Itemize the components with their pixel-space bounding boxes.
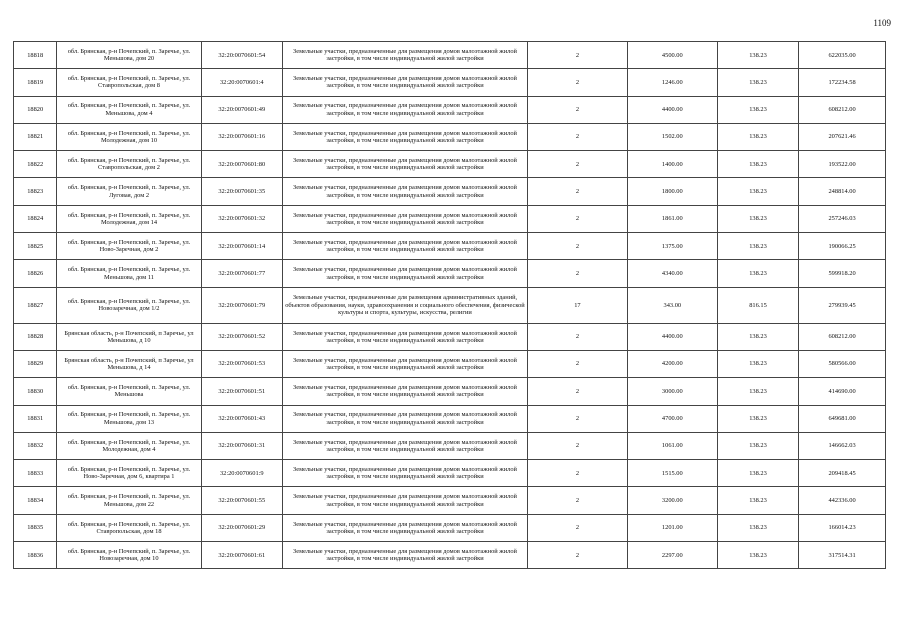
row-number: 18828 xyxy=(14,323,57,350)
group-cell: 2 xyxy=(528,96,628,123)
land-use-cell: Земельные участки, предназначенные для размещения домов малоэтажной жилой застройки, в том числе индивидуальной жилой застройки xyxy=(282,96,527,123)
rate-cell: 138.23 xyxy=(717,378,798,405)
group-cell: 2 xyxy=(528,432,628,459)
row-number: 18827 xyxy=(14,287,57,323)
row-number: 18825 xyxy=(14,233,57,260)
table-row xyxy=(14,514,886,541)
cadastral-number-cell: 32:20:0070601:52 xyxy=(201,323,282,350)
group-cell: 2 xyxy=(528,487,628,514)
table-row xyxy=(14,542,886,569)
cadastral-value-cell: 146662.03 xyxy=(799,432,886,459)
address-cell: обл. Брянская, р-н Почепский, п. Заречье, ул. Ново-Заречная, дом 6, квартира 1 xyxy=(57,460,201,487)
cadastral-value-table xyxy=(13,41,886,569)
cadastral-value-cell: 608212.00 xyxy=(799,96,886,123)
row-number: 18836 xyxy=(14,542,57,569)
table-row xyxy=(14,69,886,96)
cadastral-number-cell: 32:20:0070601:29 xyxy=(201,514,282,541)
cadastral-value-cell: 248814.00 xyxy=(799,178,886,205)
row-number: 18822 xyxy=(14,151,57,178)
group-cell: 2 xyxy=(528,323,628,350)
table-row xyxy=(14,260,886,287)
cadastral-number-cell: 32:20:0070601:80 xyxy=(201,151,282,178)
table-row xyxy=(14,460,886,487)
cadastral-value-cell: 599918.20 xyxy=(799,260,886,287)
group-cell: 2 xyxy=(528,405,628,432)
land-use-cell: Земельные участки, предназначенные для размещения домов малоэтажной жилой застройки, в том числе индивидуальной жилой застройки xyxy=(282,542,527,569)
rate-cell: 138.23 xyxy=(717,350,798,377)
cadastral-value-cell: 207621.46 xyxy=(799,123,886,150)
rate-cell: 138.23 xyxy=(717,123,798,150)
table-row xyxy=(14,323,886,350)
address-cell: обл. Брянская, р-н Почепский, п. Заречье, ул. Меньшова, дом 20 xyxy=(57,42,201,69)
rate-cell: 138.23 xyxy=(717,432,798,459)
cadastral-value-cell: 622035.00 xyxy=(799,42,886,69)
land-use-cell: Земельные участки, предназначенные для размещения домов малоэтажной жилой застройки, в том числе индивидуальной жилой застройки xyxy=(282,205,527,232)
rate-cell: 138.23 xyxy=(717,542,798,569)
group-cell: 2 xyxy=(528,460,628,487)
area-cell: 2297.00 xyxy=(627,542,717,569)
cadastral-number-cell: 32:20:0070601:53 xyxy=(201,350,282,377)
cadastral-number-cell: 32:20:0070601:79 xyxy=(201,287,282,323)
cadastral-number-cell: 32:20:0070601:61 xyxy=(201,542,282,569)
cadastral-number-cell: 32:20:0070601:51 xyxy=(201,378,282,405)
land-use-cell: Земельные участки, предназначенные для размещения домов малоэтажной жилой застройки, в том числе индивидуальной жилой застройки xyxy=(282,123,527,150)
cadastral-number-cell: 32:20:0070601:4 xyxy=(201,69,282,96)
rate-cell: 138.23 xyxy=(717,205,798,232)
rate-cell: 138.23 xyxy=(717,460,798,487)
address-cell: обл. Брянская, р-н Почепский, п. Заречье, ул. Молодежная, дом 10 xyxy=(57,123,201,150)
area-cell: 1246.00 xyxy=(627,69,717,96)
cadastral-number-cell: 32:20:0070601:9 xyxy=(201,460,282,487)
rate-cell: 816.15 xyxy=(717,287,798,323)
group-cell: 2 xyxy=(528,151,628,178)
row-number: 18819 xyxy=(14,69,57,96)
cadastral-value-cell: 608212.00 xyxy=(799,323,886,350)
address-cell: Брянская область, р-н Почепский, п Заречье, ул Меньшова, д 10 xyxy=(57,323,201,350)
land-use-cell: Земельные участки, предназначенные для размещения домов малоэтажной жилой застройки, в том числе индивидуальной жилой застройки xyxy=(282,42,527,69)
group-cell: 17 xyxy=(528,287,628,323)
address-cell: обл. Брянская, р-н Почепский, п. Заречье, ул. Новозаречная, дом 10 xyxy=(57,542,201,569)
group-cell: 2 xyxy=(528,378,628,405)
row-number: 18820 xyxy=(14,96,57,123)
table-row xyxy=(14,123,886,150)
land-use-cell: Земельные участки, предназначенные для размещения домов малоэтажной жилой застройки, в том числе индивидуальной жилой застройки xyxy=(282,151,527,178)
land-use-cell: Земельные участки, предназначенные для размещения домов малоэтажной жилой застройки, в том числе индивидуальной жилой застройки xyxy=(282,460,527,487)
rate-cell: 138.23 xyxy=(717,405,798,432)
cadastral-value-cell: 414690.00 xyxy=(799,378,886,405)
cadastral-value-cell: 317514.31 xyxy=(799,542,886,569)
table-row xyxy=(14,178,886,205)
cadastral-number-cell: 32:20:0070601:49 xyxy=(201,96,282,123)
row-number: 18823 xyxy=(14,178,57,205)
address-cell: обл. Брянская, р-н Почепский, п. Заречье, ул. Молодежная, дом 14 xyxy=(57,205,201,232)
group-cell: 2 xyxy=(528,69,628,96)
cadastral-number-cell: 32:20:0070601:31 xyxy=(201,432,282,459)
area-cell: 4700.00 xyxy=(627,405,717,432)
rate-cell: 138.23 xyxy=(717,260,798,287)
row-number: 18833 xyxy=(14,460,57,487)
row-number: 18818 xyxy=(14,42,57,69)
address-cell: обл. Брянская, р-н Почепский, п. Заречье, ул. Меньшова, дом 13 xyxy=(57,405,201,432)
group-cell: 2 xyxy=(528,542,628,569)
cadastral-value-cell: 257246.03 xyxy=(799,205,886,232)
table-row xyxy=(14,350,886,377)
group-cell: 2 xyxy=(528,42,628,69)
group-cell: 2 xyxy=(528,514,628,541)
cadastral-number-cell: 32:20:0070601:43 xyxy=(201,405,282,432)
land-use-cell: Земельные участки, предназначенные для размещения домов малоэтажной жилой застройки, в том числе индивидуальной жилой застройки xyxy=(282,514,527,541)
land-use-cell: Земельные участки, предназначенные для размещения домов малоэтажной жилой застройки, в том числе индивидуальной жилой застройки xyxy=(282,233,527,260)
land-use-cell: Земельные участки, предназначенные для размещения домов малоэтажной жилой застройки, в том числе индивидуальной жилой застройки xyxy=(282,487,527,514)
area-cell: 1515.00 xyxy=(627,460,717,487)
cadastral-number-cell: 32:20:0070601:55 xyxy=(201,487,282,514)
cadastral-number-cell: 32:20:0070601:32 xyxy=(201,205,282,232)
rate-cell: 138.23 xyxy=(717,514,798,541)
address-cell: обл. Брянская, р-н Почепский, п. Заречье, ул. Ново-Заречная, дом 2 xyxy=(57,233,201,260)
area-cell: 4400.00 xyxy=(627,323,717,350)
land-use-cell: Земельные участки, предназначенные для размещения домов малоэтажной жилой застройки, в том числе индивидуальной жилой застройки xyxy=(282,260,527,287)
address-cell: обл. Брянская, р-н Почепский, п. Заречье, ул. Ставропольская, дом 2 xyxy=(57,151,201,178)
area-cell: 1502.00 xyxy=(627,123,717,150)
cadastral-value-cell: 209418.45 xyxy=(799,460,886,487)
land-use-cell: Земельные участки, предназначенные для размещения домов малоэтажной жилой застройки, в том числе индивидуальной жилой застройки xyxy=(282,323,527,350)
address-cell: обл. Брянская, р-н Почепский, п. Заречье, ул. Меньшова, дом 4 xyxy=(57,96,201,123)
cadastral-value-cell: 279939.45 xyxy=(799,287,886,323)
address-cell: обл. Брянская, р-н Почепский, п. Заречье, ул. Меньшова xyxy=(57,378,201,405)
rate-cell: 138.23 xyxy=(717,178,798,205)
area-cell: 1201.00 xyxy=(627,514,717,541)
rate-cell: 138.23 xyxy=(717,233,798,260)
row-number: 18824 xyxy=(14,205,57,232)
cadastral-value-cell: 193522.00 xyxy=(799,151,886,178)
group-cell: 2 xyxy=(528,123,628,150)
cadastral-number-cell: 32:20:0070601:77 xyxy=(201,260,282,287)
row-number: 18821 xyxy=(14,123,57,150)
address-cell: Брянская область, р-н Почепский, п Заречье, ул Меньшова, д 14 xyxy=(57,350,201,377)
table-row xyxy=(14,487,886,514)
cadastral-number-cell: 32:20:0070601:14 xyxy=(201,233,282,260)
rate-cell: 138.23 xyxy=(717,151,798,178)
address-cell: обл. Брянская, р-н Почепский, п. Заречье, ул. Ставропольская, дом 18 xyxy=(57,514,201,541)
group-cell: 2 xyxy=(528,350,628,377)
row-number: 18835 xyxy=(14,514,57,541)
group-cell: 2 xyxy=(528,205,628,232)
land-use-cell: Земельные участки, предназначенные для размещения административных зданий, объектов образования, науки, здравоохранения и социального обеспечения, физической культуры и спорта, культуры, искусства, религии xyxy=(282,287,527,323)
rate-cell: 138.23 xyxy=(717,42,798,69)
cadastral-value-cell: 172234.58 xyxy=(799,69,886,96)
rate-cell: 138.23 xyxy=(717,69,798,96)
land-use-cell: Земельные участки, предназначенные для размещения домов малоэтажной жилой застройки, в том числе индивидуальной жилой застройки xyxy=(282,178,527,205)
land-use-cell: Земельные участки, предназначенные для размещения домов малоэтажной жилой застройки, в том числе индивидуальной жилой застройки xyxy=(282,378,527,405)
area-cell: 3000.00 xyxy=(627,378,717,405)
table-row xyxy=(14,233,886,260)
table-row xyxy=(14,378,886,405)
area-cell: 1375.00 xyxy=(627,233,717,260)
area-cell: 4400.00 xyxy=(627,96,717,123)
row-number: 18832 xyxy=(14,432,57,459)
cadastral-value-cell: 166014.23 xyxy=(799,514,886,541)
page-number: 1109 xyxy=(873,18,891,28)
table-row xyxy=(14,205,886,232)
land-use-cell: Земельные участки, предназначенные для размещения домов малоэтажной жилой застройки, в том числе индивидуальной жилой застройки xyxy=(282,432,527,459)
cadastral-value-cell: 580566.00 xyxy=(799,350,886,377)
row-number: 18829 xyxy=(14,350,57,377)
area-cell: 1400.00 xyxy=(627,151,717,178)
table-row xyxy=(14,287,886,323)
rate-cell: 138.23 xyxy=(717,487,798,514)
cadastral-number-cell: 32:20:0070601:54 xyxy=(201,42,282,69)
address-cell: обл. Брянская, р-н Почепский, п. Заречье, ул. Новозаречная, дом 1/2 xyxy=(57,287,201,323)
land-use-cell: Земельные участки, предназначенные для размещения домов малоэтажной жилой застройки, в том числе индивидуальной жилой застройки xyxy=(282,405,527,432)
address-cell: обл. Брянская, р-н Почепский, п. Заречье, ул. Луговая, дом 2 xyxy=(57,178,201,205)
group-cell: 2 xyxy=(528,233,628,260)
area-cell: 4200.00 xyxy=(627,350,717,377)
cadastral-value-cell: 190066.25 xyxy=(799,233,886,260)
table-row xyxy=(14,151,886,178)
address-cell: обл. Брянская, р-н Почепский, п. Заречье, ул. Меньшова, дом 11 xyxy=(57,260,201,287)
land-use-cell: Земельные участки, предназначенные для размещения домов малоэтажной жилой застройки, в том числе индивидуальной жилой застройки xyxy=(282,69,527,96)
area-cell: 1800.00 xyxy=(627,178,717,205)
area-cell: 343.00 xyxy=(627,287,717,323)
land-use-cell: Земельные участки, предназначенные для размещения домов малоэтажной жилой застройки, в том числе индивидуальной жилой застройки xyxy=(282,350,527,377)
area-cell: 1861.00 xyxy=(627,205,717,232)
group-cell: 2 xyxy=(528,260,628,287)
area-cell: 1061.00 xyxy=(627,432,717,459)
rate-cell: 138.23 xyxy=(717,96,798,123)
address-cell: обл. Брянская, р-н Почепский, п. Заречье, ул. Меньшова, дом 22 xyxy=(57,487,201,514)
table-row xyxy=(14,432,886,459)
cadastral-value-cell: 649681.00 xyxy=(799,405,886,432)
address-cell: обл. Брянская, р-н Почепский, п. Заречье, ул. Ставропольская, дом 8 xyxy=(57,69,201,96)
table-row xyxy=(14,96,886,123)
area-cell: 3200.00 xyxy=(627,487,717,514)
row-number: 18834 xyxy=(14,487,57,514)
table-row xyxy=(14,405,886,432)
area-cell: 4500.00 xyxy=(627,42,717,69)
cadastral-number-cell: 32:20:0070601:16 xyxy=(201,123,282,150)
cadastral-value-cell: 442336.00 xyxy=(799,487,886,514)
table-row xyxy=(14,42,886,69)
row-number: 18831 xyxy=(14,405,57,432)
table-body xyxy=(14,42,886,569)
row-number: 18830 xyxy=(14,378,57,405)
address-cell: обл. Брянская, р-н Почепский, п. Заречье, ул. Молодежная, дом 4 xyxy=(57,432,201,459)
row-number: 18826 xyxy=(14,260,57,287)
area-cell: 4340.00 xyxy=(627,260,717,287)
group-cell: 2 xyxy=(528,178,628,205)
rate-cell: 138.23 xyxy=(717,323,798,350)
cadastral-number-cell: 32:20:0070601:35 xyxy=(201,178,282,205)
